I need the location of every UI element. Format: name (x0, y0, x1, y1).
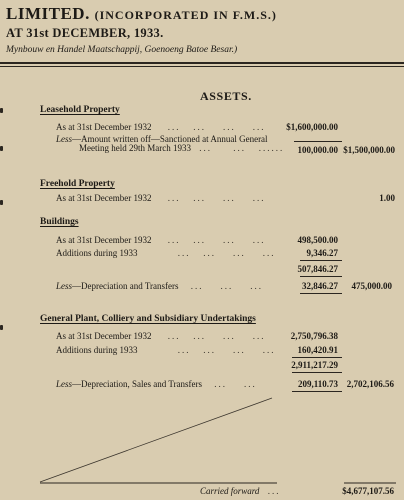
buildings-row2-label: Additions during 1933 ... ... ... ... (56, 248, 276, 258)
leasehold-row2-amount: 100,000.00 (297, 145, 338, 155)
freehold-net: 1.00 (379, 193, 395, 203)
plant-net: 2,702,106.56 (346, 379, 394, 389)
leasehold-row1-label: As at 31st December 1932 ... ... ... ... (56, 122, 266, 132)
plant-row1-label: As at 31st December 1932 ... ... ... ... (56, 331, 266, 341)
leasehold-row1-amount: $1,600,000.00 (286, 122, 338, 132)
buildings-less-label: Less—Depreciation and Transfers ... ... ... (56, 281, 263, 291)
freehold-row1-label: As at 31st December 1932 ... ... ... ... (56, 193, 266, 203)
incorporated-note: (INCORPORATED IN F.M.S.) (94, 8, 277, 22)
plant-less-amount: 209,110.73 (297, 379, 338, 389)
carried-forward-label: Carried forward ... (200, 486, 281, 496)
leasehold-net: $1,500,000.00 (343, 145, 395, 155)
carried-forward-amount: $4,677,107.56 (342, 486, 394, 496)
plant-row1-amount: 2,750,796.38 (290, 331, 338, 341)
section-freehold-title: Freehold Property (40, 179, 115, 189)
section-leasehold-title: Leasehold Property (40, 105, 120, 115)
buildings-net: 475,000.00 (351, 281, 392, 291)
buildings-less-amount: 32,846.27 (302, 281, 338, 291)
leasehold-row2-label-b: Meeting held 29th March 1933 ... ... ...... (79, 143, 285, 153)
plant-row2-label: Additions during 1933 ... ... ... ... (56, 345, 276, 355)
buildings-subtotal: 507,846.27 (297, 264, 338, 274)
plant-row2-amount: 160,420.91 (297, 345, 338, 355)
company-limited: LIMITED. (6, 4, 90, 23)
assets-heading: ASSETS. (200, 89, 252, 103)
buildings-row1-amount: 498,500.00 (297, 235, 338, 245)
leasehold-row2-label-a: Less—Amount written off—Sanctioned at Annual General (56, 134, 268, 144)
plant-less-label: Less—Depreciation, Sales and Transfers ... ... (56, 379, 257, 389)
plant-subtotal: 2,911,217.29 (291, 360, 338, 370)
balance-date: AT 31st DECEMBER, 1933. (6, 26, 164, 40)
buildings-row2-amount: 9,346.27 (306, 248, 338, 258)
company-subtitle: Mynbouw en Handel Maatschappij, Goenoeng Batoe Besar.) (6, 45, 238, 55)
buildings-row1-label: As at 31st December 1932 ... ... ... ... (56, 235, 266, 245)
section-buildings-title: Buildings (40, 217, 79, 227)
section-plant-title: General Plant, Colliery and Subsidiary Undertakings (40, 314, 256, 324)
